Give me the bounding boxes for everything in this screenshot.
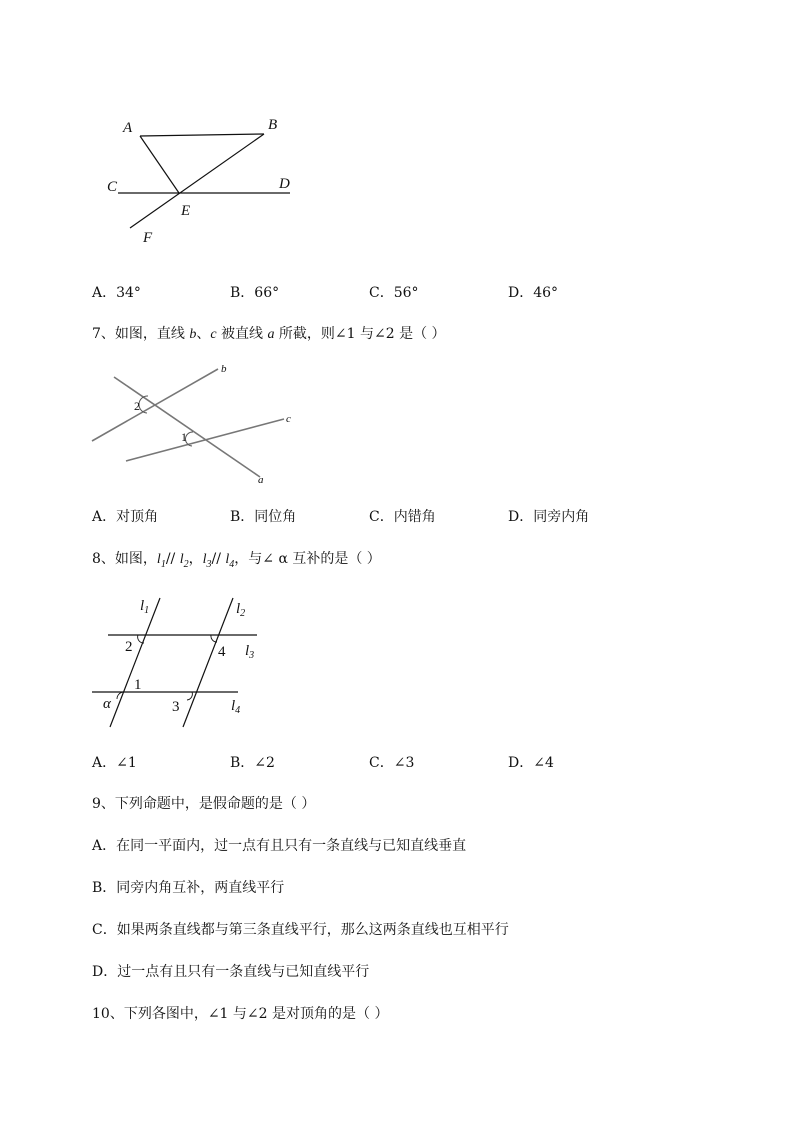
q8-l3: l [202, 552, 207, 567]
line-l1 [110, 598, 160, 727]
q8-parallel-1: // [165, 551, 180, 567]
q6-option-d[interactable]: D．46° [508, 285, 559, 301]
fig8-label-l1: $l_1$ [140, 598, 150, 616]
q8-l2: l [179, 552, 184, 567]
q6-option-a[interactable]: A．34° [92, 285, 141, 301]
label-e: E [181, 203, 191, 219]
fig8-label-l4: $l_4$ [231, 698, 241, 716]
q8-l4-sub: 4 [229, 558, 235, 570]
q10-stem: 10、下列各图中，∠1 与∠2 是对顶角的是（ ） [92, 1006, 389, 1022]
q8-l1-sub: 1 [160, 558, 166, 570]
q6-option-b[interactable]: B．66° [230, 285, 280, 301]
q8-option-d[interactable]: D．∠4 [508, 755, 554, 771]
q7-sep: 、 [196, 326, 211, 342]
line-a [114, 377, 260, 477]
q9-stem: 9、下列命题中，是假命题的是（ ） [92, 796, 316, 812]
fig8-label-4: 4 [218, 644, 226, 660]
q7-var-a: a [267, 327, 275, 342]
q7-option-b[interactable]: B．同位角 [230, 509, 297, 525]
q7-option-a[interactable]: A．对顶角 [92, 509, 159, 525]
q6-option-c[interactable]: C．56° [369, 285, 419, 301]
fig8-label-alpha: α [103, 696, 111, 712]
q7-option-d[interactable]: D．同旁内角 [508, 509, 590, 525]
q8-l2-sub: 2 [183, 558, 189, 570]
label-c: C [107, 179, 118, 195]
angle-3-arc [187, 692, 192, 700]
q7-option-c[interactable]: C．内错角 [369, 509, 436, 525]
q8-parallel-2: // [211, 551, 226, 567]
figure-q8 [90, 592, 270, 734]
q7-stem [92, 325, 446, 344]
fig8-label-l2: $l_2$ [236, 601, 246, 619]
segment-ab [140, 134, 264, 136]
line-bf [130, 134, 264, 228]
q8-stem-prefix: 8、如图， [92, 551, 157, 567]
q8-stem-suffix: ，与∠ α 互补的是（ ） [234, 551, 381, 567]
q7-stem-prefix: 7、如图，直线 [92, 326, 190, 342]
figure-q6 [100, 110, 310, 250]
label-a: A [123, 120, 133, 136]
q9-option-a[interactable]: A．在同一平面内，过一点有且只有一条直线与已知直线垂直 [92, 838, 467, 854]
q8-l3-sub: 3 [206, 558, 212, 570]
q7-stem-suffix: 所截，则∠1 与∠2 是（ ） [274, 326, 446, 342]
q8-l1: l [156, 552, 161, 567]
q8-l4: l [225, 552, 230, 567]
q8-comma: ， [188, 551, 203, 567]
label-d: D [279, 176, 290, 192]
segment-ae [140, 136, 179, 193]
fig8-label-1: 1 [134, 677, 142, 693]
q7-stem-mid: 被直线 [216, 326, 268, 342]
fig8-label-2: 2 [125, 639, 133, 655]
fig7-label-1: 1 [181, 430, 187, 444]
fig7-label-a: a [258, 474, 264, 486]
fig7-label-2: 2 [134, 399, 140, 413]
q9-option-d[interactable]: D．过一点有且只有一条直线与已知直线平行 [92, 964, 370, 980]
line-l2 [183, 598, 233, 727]
label-f: F [143, 230, 153, 246]
label-b: B [268, 117, 278, 133]
fig7-label-c: c [286, 413, 291, 425]
fig7-label-b: b [221, 363, 227, 375]
q7-var-c: c [210, 327, 217, 342]
q8-stem [92, 550, 381, 574]
q8-option-a[interactable]: A．∠1 [92, 755, 137, 771]
q7-var-b: b [189, 327, 197, 342]
q8-option-b[interactable]: B．∠2 [230, 755, 275, 771]
fig8-label-l3: $l_3$ [245, 643, 255, 661]
q9-option-b[interactable]: B．同旁内角互补，两直线平行 [92, 880, 285, 896]
fig8-label-3: 3 [172, 699, 180, 715]
q9-option-c[interactable]: C．如果两条直线都与第三条直线平行，那么这两条直线也互相平行 [92, 922, 509, 938]
figure-q7 [88, 360, 303, 490]
q8-option-c[interactable]: C．∠3 [369, 755, 415, 771]
